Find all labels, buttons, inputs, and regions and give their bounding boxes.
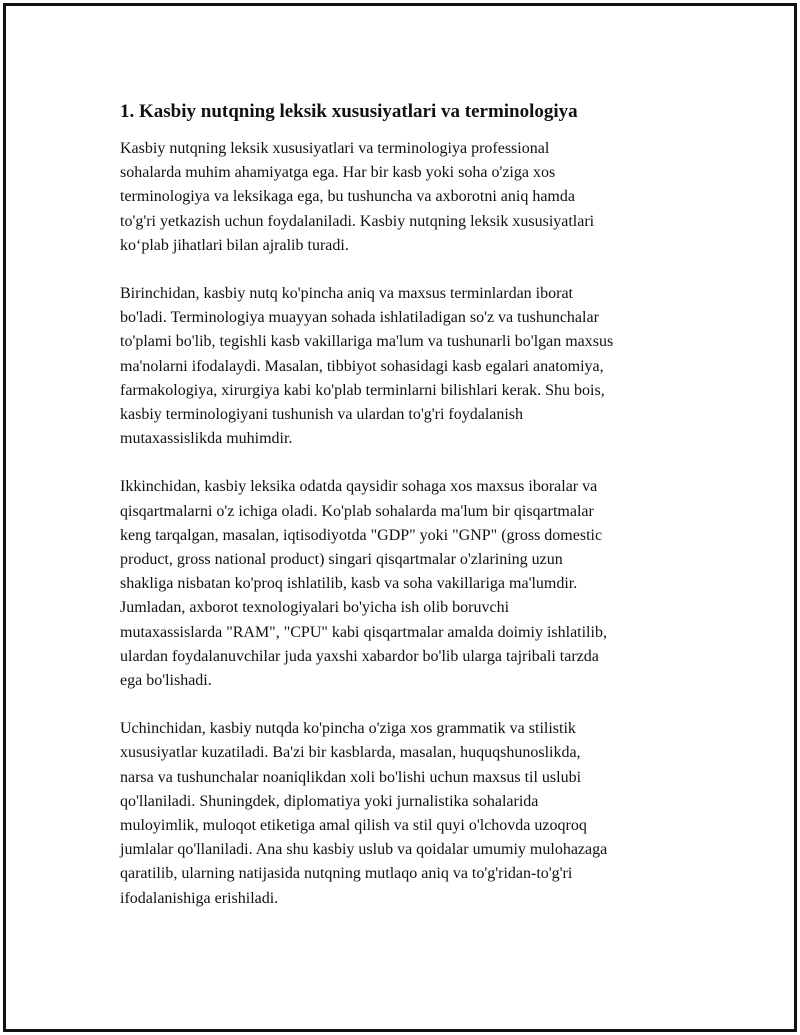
- text-line: keng tarqalgan, masalan, iqtisodiyotda "GDP" yoki "GNP" (gross domestic: [120, 526, 603, 544]
- text-line: muloyimlik, muloqot etiketiga amal qilish va stil quyi o'lchovda uzoqroq: [120, 817, 587, 835]
- text-line: Uchinchidan, kasbiy nutqda ko'pincha o'ziga xos grammatik va stilistik: [120, 720, 576, 738]
- text-line: qisqartmalarni o'z ichiga oladi. Ko'plab sohalarda ma'lum bir qisqartmalar: [120, 502, 594, 520]
- text-line: Ikkinchidan, kasbiy leksika odatda qaysidir sohaga xos maxsus iboralar va: [120, 478, 598, 496]
- text-line: narsa va tushunchalar noaniqlikdan xoli bo'lishi uchun maxsus til uslubi: [120, 768, 582, 786]
- section-title: 1. Kasbiy nutqning leksik xususiyatlari va terminologiya: [120, 101, 578, 122]
- text-line: ko‘plab jihatlari bilan ajralib turadi.: [120, 236, 349, 254]
- text-line: terminologiya va leksikaga ega, bu tushuncha va axborotni aniq hamda: [120, 188, 575, 206]
- text-line: ega bo'lishadi.: [120, 672, 212, 690]
- text-line: ifodalanishiga erishiladi.: [120, 889, 279, 907]
- text-line: jumlalar qo'llaniladi. Ana shu kasbiy uslub va qoidalar umumiy mulohazaga: [120, 841, 608, 859]
- text-line: ma'nolarni ifodalaydi. Masalan, tibbiyot sohasidagi kasb egalari anatomiya,: [120, 357, 604, 375]
- text-line: bo'ladi. Terminologiya muayyan sohada ishlatiladigan so'z va tushunchalar: [120, 309, 599, 327]
- text-line: Kasbiy nutqning leksik xususiyatlari va terminologiya professional: [120, 140, 550, 157]
- text-line: ulardan foydalanuvchilar juda yaxshi xabardor bo'lib ularga tajribali tarzda: [120, 647, 599, 665]
- text-line: xususiyatlar kuzatiladi. Ba'zi bir kasblarda, masalan, huquqshunoslikda,: [120, 744, 581, 762]
- text-line: to'plami bo'lib, tegishli kasb vakillariga ma'lum va tushunarli bo'lgan maxsus: [120, 333, 614, 351]
- text-line: sohalarda muhim ahamiyatga ega. Har bir kasb yoki soha o'ziga xos: [120, 164, 556, 182]
- paragraph-4: [120, 717, 700, 911]
- text-line: kasbiy terminologiyani tushunish va ulardan to'g'ri foydalanish: [120, 406, 524, 424]
- paragraph-3: [120, 475, 700, 693]
- paragraph-2: [120, 282, 700, 451]
- text-line: Jumladan, axborot texnologiyalari bo'yicha ish olib boruvchi: [120, 599, 510, 617]
- text-line: product, gross national product) singari qisqartmalar o'zlarining uzun: [120, 551, 563, 569]
- text-line: mutaxassislikda muhimdir.: [120, 430, 293, 448]
- text-line: Birinchidan, kasbiy nutq ko'pincha aniq va maxsus terminlardan iborat: [120, 285, 573, 303]
- document-body: [120, 100, 700, 935]
- text-line: to'g'ri yetkazish uchun foydalaniladi. Kasbiy nutqning leksik xususiyatlari: [120, 212, 595, 230]
- page-frame: [3, 3, 797, 1032]
- text-line: qo'llaniladi. Shuningdek, diplomatiya yoki jurnalistika sohalarida: [120, 792, 539, 810]
- text-line: mutaxassislarda "RAM", "CPU" kabi qisqartmalar amalda doimiy ishlatilib,: [120, 623, 607, 641]
- text-line: farmakologiya, xirurgiya kabi ko'plab terminlarni bilishlari kerak. Shu bois,: [120, 381, 605, 399]
- text-line: shakliga nisbatan ko'proq ishlatilib, kasb va soha vakillariga ma'lumdir.: [120, 575, 578, 593]
- text-line: qaratilib, ularning natijasida nutqning mutlaqo aniq va to'g'ridan-to'g'ri: [120, 865, 573, 883]
- paragraph-1: [120, 137, 700, 258]
